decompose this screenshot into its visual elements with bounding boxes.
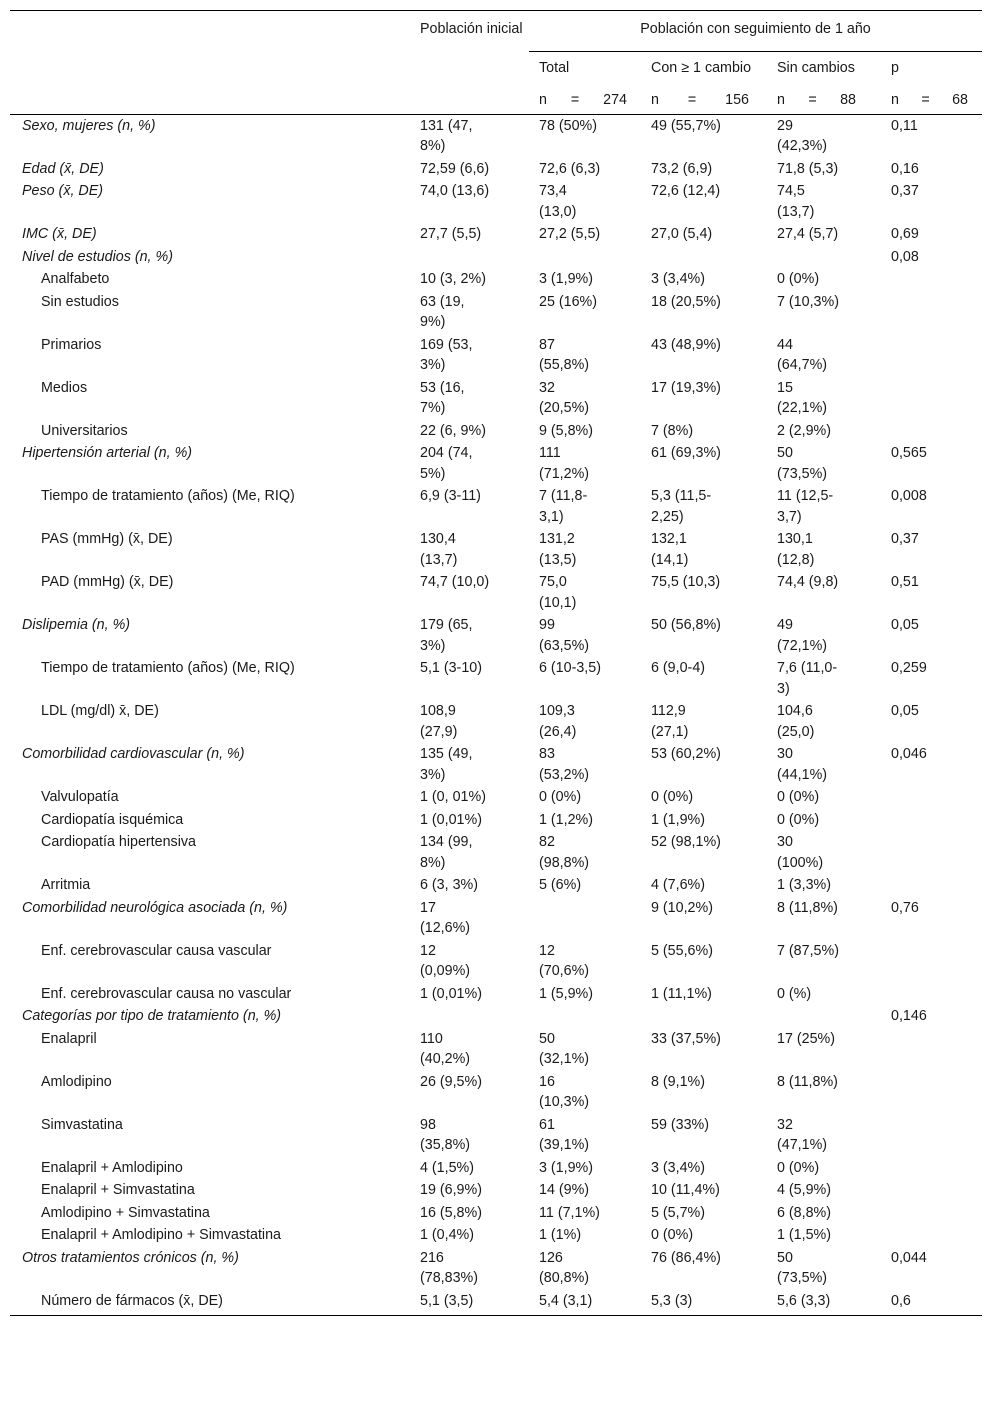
cell-initial: 5,1 (3,5) [420, 1292, 474, 1309]
n-p [881, 86, 982, 114]
subitem-label: Amlodipino + Simvastatina [41, 1204, 210, 1221]
cell-total: 126 (80,8%) [539, 1249, 590, 1286]
cell-p: 0,16 [891, 160, 919, 177]
cell-unchanged: 29 (42,3%) [777, 117, 828, 154]
cell-total: 3 (1,9%) [539, 1159, 594, 1176]
table-row [10, 420, 982, 443]
table-row [10, 1202, 982, 1225]
n-total-n: n [539, 92, 547, 108]
subitem-label: Enalapril + Amlodipino + Simvastatina [41, 1227, 282, 1243]
cell-changed: 5,3 (3) [651, 1292, 693, 1309]
table-row [10, 291, 982, 334]
cell-unchanged: 130,1 (12,8) [777, 531, 815, 568]
cell-total: 32 (20,5%) [539, 379, 590, 416]
category-label: Edad (x̄, DE) [22, 160, 104, 177]
cell-total: 61 (39,1%) [539, 1116, 590, 1153]
cell-total: 131,2 (13,5) [539, 531, 577, 568]
cell-changed: 5 (5,7%) [651, 1204, 706, 1221]
cell-total: 99 (63,5%) [539, 617, 590, 654]
category-label: Nivel de estudios (n, %) [22, 248, 173, 265]
cell-changed [641, 1005, 767, 1028]
subitem-label: Enf. cerebrovascular causa no vascular [41, 985, 292, 1002]
cell-p [881, 377, 982, 420]
cell-p: 0,76 [891, 899, 919, 916]
cell-changed: 0 (0%) [651, 1227, 694, 1243]
cell-total: 87 (55,8%) [539, 336, 590, 373]
cell-p: 0,05 [891, 617, 919, 633]
table-header [10, 11, 982, 115]
cell-changed: 132,1 (14,1) [651, 531, 689, 568]
subitem-label: PAD (mmHg) (x̄, DE) [41, 574, 174, 590]
subheader-changed-label: Con ≥ 1 cambio [651, 59, 752, 76]
cell-changed: 43 (48,9%) [651, 336, 721, 353]
subitem-label: Sin estudios [41, 293, 119, 310]
cell-initial: 74,7 (10,0) [420, 574, 490, 590]
table-row [10, 614, 982, 657]
header-followup-label: Población con seguimiento de 1 año [640, 21, 871, 37]
cell-total: 16 (10,3%) [539, 1073, 590, 1110]
cell-initial: 19 (6,9%) [420, 1182, 482, 1198]
cell-changed: 6 (9,0-4) [651, 660, 706, 676]
n-total [529, 86, 641, 114]
table-row [10, 1290, 982, 1316]
cell-changed: 112,9 (27,1) [651, 703, 689, 740]
cell-unchanged: 0 (0%) [777, 789, 820, 805]
cell-unchanged: 1 (3,3%) [777, 877, 832, 893]
cell-changed: 4 (7,6%) [651, 877, 706, 893]
subheader-unchanged-label: Sin cambios [777, 59, 855, 76]
table-row [10, 1114, 982, 1157]
subitem-label: Primarios [41, 336, 102, 353]
cell-initial: 1 (0, 01%) [420, 789, 486, 805]
cell-total: 14 (9%) [539, 1182, 590, 1198]
cell-initial: 74,0 (13,6) [420, 183, 490, 199]
cell-changed: 10 (11,4%) [651, 1182, 720, 1198]
header-blank [10, 11, 410, 52]
cell-unchanged: 71,8 (5,3) [777, 160, 839, 177]
cell-changed: 9 (10,2%) [651, 899, 713, 916]
cell-unchanged [767, 1005, 881, 1028]
table-row [10, 180, 982, 223]
n-changed-n: n [651, 92, 659, 108]
cell-initial: 169 (53, 3%) [420, 336, 473, 373]
category-label: Comorbilidad cardiovascular (n, %) [22, 746, 245, 762]
cell-changed: 53 (60,2%) [651, 746, 721, 762]
cell-unchanged: 0 (0%) [777, 1159, 820, 1176]
subitem-label: Simvastatina [41, 1116, 123, 1133]
cell-total: 1 (1%) [539, 1227, 582, 1243]
cell-initial: 10 (3, 2%) [420, 271, 486, 287]
cell-unchanged: 11 (12,5- 3,7) [777, 488, 834, 525]
cell-unchanged: 27,4 (5,7) [777, 226, 839, 242]
cell-changed: 1 (1,9%) [651, 811, 706, 828]
cell-total: 109,3 (26,4) [539, 703, 577, 740]
subheader-unchanged [767, 51, 881, 86]
cell-p [881, 940, 982, 983]
subitem-label: Tiempo de tratamiento (años) (Me, RIQ) [41, 488, 295, 504]
cell-initial: 6 (3, 3%) [420, 877, 479, 893]
table-row [10, 743, 982, 786]
cell-changed: 18 (20,5%) [651, 293, 721, 310]
category-label: Categorías por tipo de tratamiento (n, %) [22, 1008, 282, 1024]
cell-unchanged: 1 (1,5%) [777, 1227, 832, 1243]
cell-changed: 75,5 (10,3) [651, 574, 721, 590]
subheader-p-label: p [891, 59, 899, 76]
cell-p [881, 420, 982, 443]
cell-total: 72,6 (6,3) [539, 160, 601, 177]
cell-unchanged: 44 (64,7%) [777, 336, 828, 373]
cell-initial: 130,4 (13,7) [420, 531, 458, 568]
cell-unchanged: 0 (0%) [777, 811, 820, 828]
table-row [10, 940, 982, 983]
subheader-total-label: Total [539, 59, 570, 76]
cell-unchanged: 6 (8,8%) [777, 1204, 832, 1221]
cell-unchanged: 49 (72,1%) [777, 617, 828, 654]
cell-initial: 26 (9,5%) [420, 1073, 482, 1090]
cell-p: 0,146 [891, 1008, 927, 1024]
subheader-total [529, 51, 641, 86]
cell-initial: 1 (0,01%) [420, 811, 482, 828]
subheader-blank [10, 51, 410, 86]
table-row [10, 528, 982, 571]
cell-changed: 59 (33%) [651, 1116, 710, 1133]
cell-initial [410, 246, 529, 269]
cell-unchanged: 0 (0%) [777, 271, 820, 287]
table-row [10, 1071, 982, 1114]
cell-total [529, 897, 641, 940]
cell-changed: 27,0 (5,4) [651, 226, 713, 242]
table-row [10, 1157, 982, 1180]
n-row [10, 86, 982, 114]
n-changed [641, 86, 767, 114]
cell-changed: 50 (56,8%) [651, 617, 721, 633]
cell-total: 73,4 (13,0) [539, 183, 577, 220]
subitem-label: Enalapril [41, 1030, 97, 1047]
table-row [10, 1247, 982, 1290]
table-row [10, 1224, 982, 1247]
cell-changed: 5,3 (11,5- 2,25) [651, 488, 712, 525]
cell-p [881, 1224, 982, 1247]
table-row [10, 874, 982, 897]
subitem-label: Tiempo de tratamiento (años) (Me, RIQ) [41, 660, 295, 676]
cell-changed: 49 (55,7%) [651, 117, 721, 134]
table-row [10, 334, 982, 377]
table-row [10, 268, 982, 291]
subitem-label: Medios [41, 379, 88, 396]
cell-total: 50 (32,1%) [539, 1030, 590, 1067]
cell-p [881, 1179, 982, 1202]
cell-unchanged [767, 246, 881, 269]
cell-changed: 52 (98,1%) [651, 834, 721, 850]
cell-unchanged: 74,4 (9,8) [777, 574, 839, 590]
header-followup-group [529, 11, 982, 52]
cell-initial: 204 (74, 5%) [420, 445, 473, 482]
cell-initial: 135 (49, 3%) [420, 746, 473, 783]
cell-total: 111 (71,2%) [539, 445, 590, 482]
cell-unchanged: 2 (2,9%) [777, 422, 832, 439]
cell-unchanged: 50 (73,5%) [777, 445, 828, 482]
cell-changed [641, 246, 767, 269]
n-total-eq: = [570, 92, 580, 108]
cell-p [881, 1157, 982, 1180]
subitem-label: Analfabeto [41, 271, 110, 287]
cell-unchanged: 7 (10,3%) [777, 293, 839, 310]
cell-initial: 110 (40,2%) [420, 1030, 471, 1067]
table-row [10, 657, 982, 700]
cell-changed: 8 (9,1%) [651, 1073, 706, 1090]
cell-total: 27,2 (5,5) [539, 226, 601, 242]
cell-p [881, 786, 982, 809]
cell-initial: 72,59 (6,6) [420, 160, 490, 177]
category-label: Hipertensión arterial (n, %) [22, 445, 193, 461]
n-changed-value: 156 [725, 92, 749, 108]
cell-total: 7 (11,8- 3,1) [539, 488, 588, 525]
cell-p [881, 1202, 982, 1225]
subitem-label: Enf. cerebrovascular causa vascular [41, 942, 272, 959]
header-initial-population [410, 11, 529, 52]
cell-p [881, 831, 982, 874]
category-label: Comorbilidad neurológica asociada (n, %) [22, 899, 288, 916]
cell-initial: 179 (65, 3%) [420, 617, 473, 654]
cell-unchanged: 8 (11,8%) [777, 1073, 838, 1090]
cell-changed: 3 (3,4%) [651, 271, 706, 287]
cell-p [881, 1071, 982, 1114]
cell-initial: 4 (1,5%) [420, 1159, 475, 1176]
cell-unchanged: 17 (25%) [777, 1030, 836, 1047]
cell-initial: 216 (78,83%) [420, 1249, 479, 1286]
subitem-label: LDL (mg/dl) x̄, DE) [41, 703, 159, 719]
cell-initial: 6,9 (3-11) [420, 488, 481, 504]
cell-total [529, 246, 641, 269]
subheader-changed [641, 51, 767, 86]
cell-initial: 98 (35,8%) [420, 1116, 471, 1153]
cell-total: 5 (6%) [539, 877, 582, 893]
table-row [10, 1179, 982, 1202]
cell-p: 0,259 [891, 660, 927, 676]
category-label: Peso (x̄, DE) [22, 183, 104, 199]
cell-p [881, 291, 982, 334]
cell-unchanged: 8 (11,8%) [777, 899, 838, 916]
cell-total: 0 (0%) [539, 789, 582, 805]
cell-changed: 72,6 (12,4) [651, 183, 721, 199]
cell-p [881, 983, 982, 1006]
data-table [10, 10, 982, 1316]
cell-initial: 22 (6, 9%) [420, 422, 486, 439]
cell-changed: 33 (37,5%) [651, 1030, 721, 1047]
cell-total: 83 (53,2%) [539, 746, 590, 783]
cell-unchanged: 50 (73,5%) [777, 1249, 828, 1286]
table-row [10, 571, 982, 614]
subheader-blank-initial [410, 51, 529, 86]
cell-unchanged: 30 (44,1%) [777, 746, 828, 783]
n-unchanged [767, 86, 881, 114]
table-container [10, 10, 982, 1316]
subitem-label: Universitarios [41, 422, 128, 439]
subitem-label: Enalapril + Simvastatina [41, 1182, 195, 1198]
n-p-eq: = [921, 92, 930, 108]
cell-changed: 76 (86,4%) [651, 1249, 721, 1266]
cell-changed: 17 (19,3%) [651, 379, 721, 396]
cell-total: 11 (7,1%) [539, 1204, 600, 1221]
cell-initial: 16 (5,8%) [420, 1204, 482, 1221]
subheader-p [881, 51, 982, 86]
cell-p: 0,008 [891, 488, 927, 504]
n-p-n: n [891, 92, 899, 108]
table-row [10, 700, 982, 743]
cell-unchanged: 4 (5,9%) [777, 1182, 832, 1198]
cell-p [881, 334, 982, 377]
cell-initial: 131 (47, 8%) [420, 117, 473, 154]
subitem-label: Enalapril + Amlodipino [41, 1159, 183, 1176]
category-label: Sexo, mujeres (n, %) [22, 117, 156, 134]
category-label: Otros tratamientos crónicos (n, %) [22, 1249, 239, 1266]
table-row [10, 1005, 982, 1028]
cell-p: 0,565 [891, 445, 927, 461]
table-row [10, 809, 982, 832]
table-row [10, 114, 982, 158]
cell-p: 0,05 [891, 703, 919, 719]
subitem-label: Amlodipino [41, 1073, 112, 1090]
subitem-label: Número de fármacos (x̄, DE) [41, 1292, 223, 1309]
table-body [10, 114, 982, 1316]
cell-total: 25 (16%) [539, 293, 598, 310]
cell-total: 12 (70,6%) [539, 942, 590, 979]
cell-total [529, 1005, 641, 1028]
n-changed-eq: = [687, 92, 697, 108]
n-total-value: 274 [603, 92, 627, 108]
cell-p: 0,046 [891, 746, 927, 762]
table-row [10, 223, 982, 246]
cell-initial: 134 (99, 8%) [420, 834, 473, 871]
cell-p: 0,51 [891, 574, 919, 590]
cell-unchanged: 15 (22,1%) [777, 379, 828, 416]
cell-changed: 73,2 (6,9) [651, 160, 713, 177]
cell-unchanged: 32 (47,1%) [777, 1116, 828, 1153]
cell-unchanged: 7 (87,5%) [777, 942, 839, 959]
cell-p: 0,37 [891, 531, 919, 547]
cell-changed: 61 (69,3%) [651, 445, 721, 461]
subitem-label: PAS (mmHg) (x̄, DE) [41, 531, 173, 547]
cell-initial [410, 1005, 529, 1028]
table-row [10, 442, 982, 485]
n-unchanged-eq: = [808, 92, 817, 108]
cell-initial: 1 (0,4%) [420, 1227, 475, 1243]
cell-p [881, 809, 982, 832]
category-label: IMC (x̄, DE) [22, 226, 97, 242]
cell-p: 0,69 [891, 226, 919, 242]
table-row [10, 485, 982, 528]
cell-p: 0,044 [891, 1249, 927, 1266]
cell-p: 0,6 [891, 1292, 911, 1309]
cell-unchanged: 30 (100%) [777, 834, 824, 871]
cell-initial: 27,7 (5,5) [420, 226, 482, 242]
table-row [10, 246, 982, 269]
table-row [10, 897, 982, 940]
cell-changed: 1 (11,1%) [651, 985, 712, 1002]
cell-total: 1 (1,2%) [539, 811, 594, 828]
cell-total: 75,0 (10,1) [539, 574, 577, 611]
cell-total: 6 (10-3,5) [539, 660, 601, 676]
cell-p: 0,11 [891, 117, 918, 134]
cell-changed: 3 (3,4%) [651, 1159, 706, 1176]
table-row [10, 377, 982, 420]
table-row [10, 1028, 982, 1071]
cell-initial: 12 (0,09%) [420, 942, 471, 979]
cell-p [881, 874, 982, 897]
table-row [10, 831, 982, 874]
cell-initial: 17 (12,6%) [420, 899, 471, 936]
cell-total: 3 (1,9%) [539, 271, 594, 287]
cell-total: 78 (50%) [539, 117, 598, 134]
n-unchanged-value: 88 [840, 92, 856, 108]
cell-initial: 108,9 (27,9) [420, 703, 458, 740]
category-label: Dislipemia (n, %) [22, 617, 131, 633]
subitem-label: Cardiopatía hipertensiva [41, 834, 196, 850]
n-unchanged-n: n [777, 92, 785, 108]
n-p-value: 68 [952, 92, 968, 108]
cell-unchanged: 104,6 (25,0) [777, 703, 815, 740]
cell-p: 0,08 [891, 248, 919, 265]
cell-unchanged: 5,6 (3,3) [777, 1292, 831, 1309]
subitem-label: Arritmia [41, 877, 91, 893]
header-initial-label: Población inicial [420, 21, 523, 37]
subitem-label: Cardiopatía isquémica [41, 811, 184, 828]
cell-initial: 63 (19, 9%) [420, 293, 465, 330]
table-row [10, 786, 982, 809]
cell-initial: 5,1 (3-10) [420, 660, 482, 676]
cell-unchanged: 0 (%) [777, 985, 812, 1002]
subitem-label: Valvulopatía [41, 789, 119, 805]
cell-unchanged: 7,6 (11,0- 3) [777, 660, 838, 697]
cell-total: 82 (98,8%) [539, 834, 590, 871]
cell-total: 9 (5,8%) [539, 422, 594, 439]
cell-changed: 5 (55,6%) [651, 942, 713, 959]
cell-total: 5,4 (3,1) [539, 1292, 593, 1309]
cell-changed: 0 (0%) [651, 789, 694, 805]
cell-initial: 53 (16, 7%) [420, 379, 465, 416]
cell-p [881, 1028, 982, 1071]
cell-unchanged: 74,5 (13,7) [777, 183, 815, 220]
cell-changed: 7 (8%) [651, 422, 694, 439]
cell-total: 1 (5,9%) [539, 985, 594, 1002]
table-row [10, 158, 982, 181]
table-row [10, 983, 982, 1006]
cell-p: 0,37 [891, 183, 919, 199]
cell-p [881, 268, 982, 291]
cell-initial: 1 (0,01%) [420, 985, 482, 1002]
cell-p [881, 1114, 982, 1157]
